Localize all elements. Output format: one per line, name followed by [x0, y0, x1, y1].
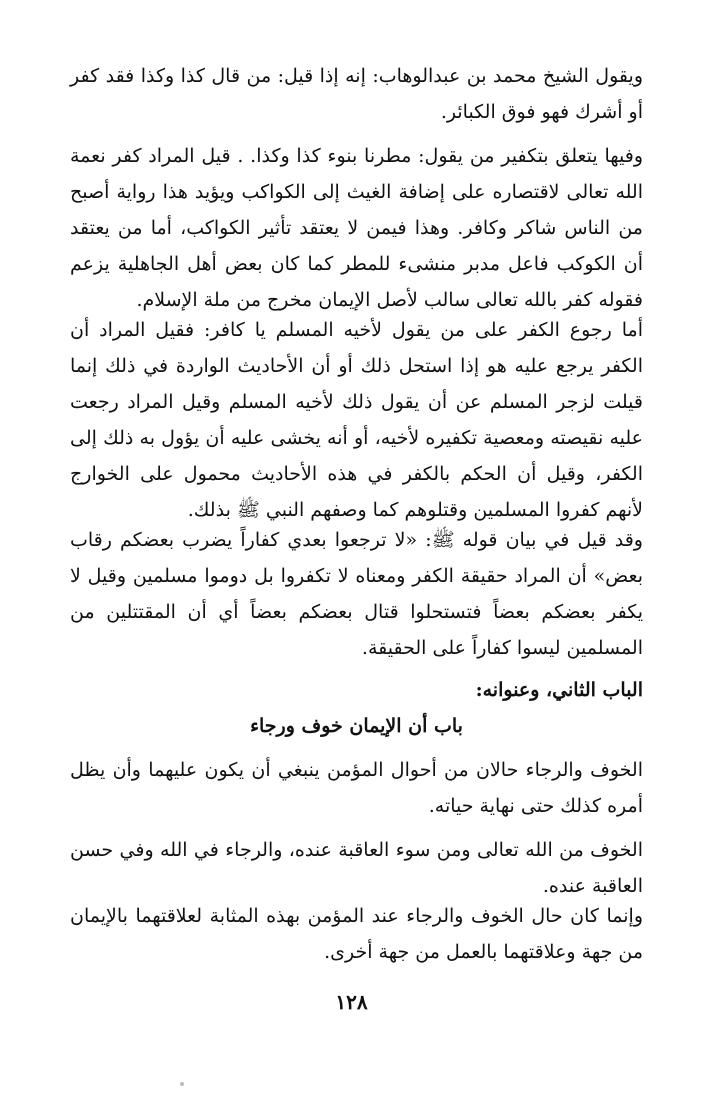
section-title: باب أن الإيمان خوف ورجاء — [250, 715, 463, 737]
scan-speck — [180, 1082, 184, 1086]
paragraph-4: وقد قيل في بيان قوله ﷺ: «لا ترجعوا بعدي كفاراً يضرب بعضكم رقاب بعض» أن المراد حقيقة الكفر ومعناه لا تكفروا بل دوموا مسلمين وقيل لا يكفر بعضكم بعضاً فتستحلوا قتال بعضكم بعضاً أي أن المقتتلين من المسلمين ليسوا كفاراً على الحقيقة. — [70, 529, 643, 659]
paragraph-5: الخوف والرجاء حالان من أحوال المؤمن ينبغي أن يكون عليهما وأن يظل أمره كذلك حتى نهاية حياته. — [70, 759, 643, 817]
chapter-heading: الباب الثاني، وعنوانه: — [475, 679, 643, 701]
paragraph-7: وإنما كان حال الخوف والرجاء عند المؤمن بهذه المثابة لعلاقتهما بالإيمان من جهة وعلاقتهما بالعمل من جهة أخرى. — [70, 905, 643, 963]
paragraph-1: ويقول الشيخ محمد بن عبدالوهاب: إنه إذا قيل: من قال كذا وكذا فقد كفر أو أشرك فهو فوق الكبائر. — [70, 65, 643, 123]
page-number: ١٢٨ — [335, 990, 368, 1014]
paragraph-2: وفيها يتعلق بتكفير من يقول: مطرنا بنوء كذا وكذا. . قيل المراد كفر نعمة الله تعالى لاقتصاره على إضافة الغيث إلى الكواكب ويؤيد هذا رواية أصبح من الناس شاكر وكافر. وهذا فيمن لا يعتقد تأثير الكواكب، أما من يعتقد أن الكوكب فاعل مدبر منشىء للمطر كما كان بعض أهل الجاهلية يزعم فقوله كفر بالله تعالى سالب لأصل الإيمان مخرج من ملة الإسلام. — [70, 145, 643, 311]
paragraph-3: أما رجوع الكفر على من يقول لأخيه المسلم يا كافر: فقيل المراد أن الكفر يرجع عليه هو إذا استحل ذلك أو أن الأحاديث الواردة في ذلك إنما قيلت لزجر المسلم عن أن يقول ذلك لأخيه المسلم وقيل المراد رجعت عليه نقيصته ومعصية تكفيره لأخيه، أو أنه يخشى عليه أن يؤول به ذلك إلى الكفر، وقيل أن الحكم بالكفر في هذه الأحاديث محمول على الخوارج لأنهم كفروا المسلمين وقتلوهم كما وصفهم النبي ﷺ بذلك. — [70, 319, 643, 521]
paragraph-6: الخوف من الله تعالى ومن سوء العاقبة عنده، والرجاء في الله وفي حسن العاقبة عنده. — [70, 839, 643, 897]
